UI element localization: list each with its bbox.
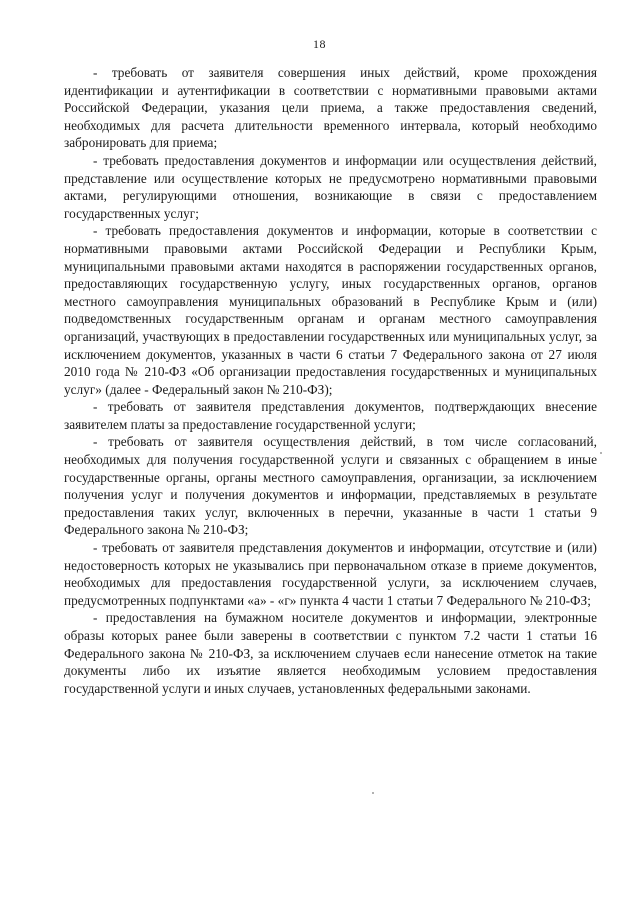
scan-speck — [600, 452, 602, 454]
paragraph-1: - требовать от заявителя совершения иных действий, кроме прохождения идентификации и аутентификации в соответствии с нормативными правовыми актами Российской Федерации, указания цели приема, а также предоставления сведений, необходимых для расчета длительности временного интервала, который необходимо забронировать для приема; — [64, 65, 597, 151]
paragraph-5: - требовать от заявителя осуществления действий, в том числе согласований, необходимых для получения государственной услуги и связанных с обращением в иные государственные органы, органы местного самоуправления, организации, за исключением получения услуг и получения документов и информации, представляемых в результате предоставления таких услуг, включенных в перечни, указанные в части 1 статьи 9 Федерального закона № 210-ФЗ; — [64, 434, 597, 538]
page-number: 18 — [313, 37, 326, 51]
paragraph-6: - требовать от заявителя представления документов и информации, отсутствие и (или) недостоверность которых не указывались при первоначальном отказе в приеме документов, необходимых для предоставления государственной услуги, за исключением случаев, предусмотренных подпунктами «а» - «г» пункта 4 части 1 статьи 7 Федерального № 210-ФЗ; — [64, 540, 597, 608]
document-body — [64, 64, 597, 697]
paragraph-3: - требовать предоставления документов и информации, которые в соответствии с нормативными правовыми актами Российской Федерации и Республики Крым, муниципальными правовыми актами находятся в распоряжении государственных органов, предоставляющих государственную услугу, иных государственных органов, органов местного самоуправления муниципальных образований в Республике Крым и (или) подведомственных государственным органам и органам местного самоуправления организаций, участвующих в предоставлении государственных или муниципальных услуг, за исключением документов, указанных в части 6 статьи 7 Федерального закона от 27 июля 2010 года № 210-ФЗ «Об организации предоставления государственных и муниципальных услуг» (далее - Федеральный закон № 210-ФЗ); — [64, 223, 597, 397]
paragraph-7: - предоставления на бумажном носителе документов и информации, электронные образы которых ранее были заверены в соответствии с пунктом 7.2 части 1 статьи 16 Федерального закона № 210-ФЗ, за исключением случаев если нанесение отметок на такие документы либо их изъятие является необходимым условием предоставления государственной услуги и иных случаев, установленных федеральными законами. — [64, 610, 597, 696]
paragraph-2: - требовать предоставления документов и информации или осуществления действий, представление или осуществление которых не предусмотрено нормативными правовыми актами, регулирующими отношения, возникающие в связи с предоставлением государственных услуг; — [64, 152, 597, 221]
paragraph-4: - требовать от заявителя представления документов, подтверждающих внесение заявителем платы за предоставление государственной услуги; — [64, 399, 597, 432]
scan-speck — [372, 792, 374, 794]
